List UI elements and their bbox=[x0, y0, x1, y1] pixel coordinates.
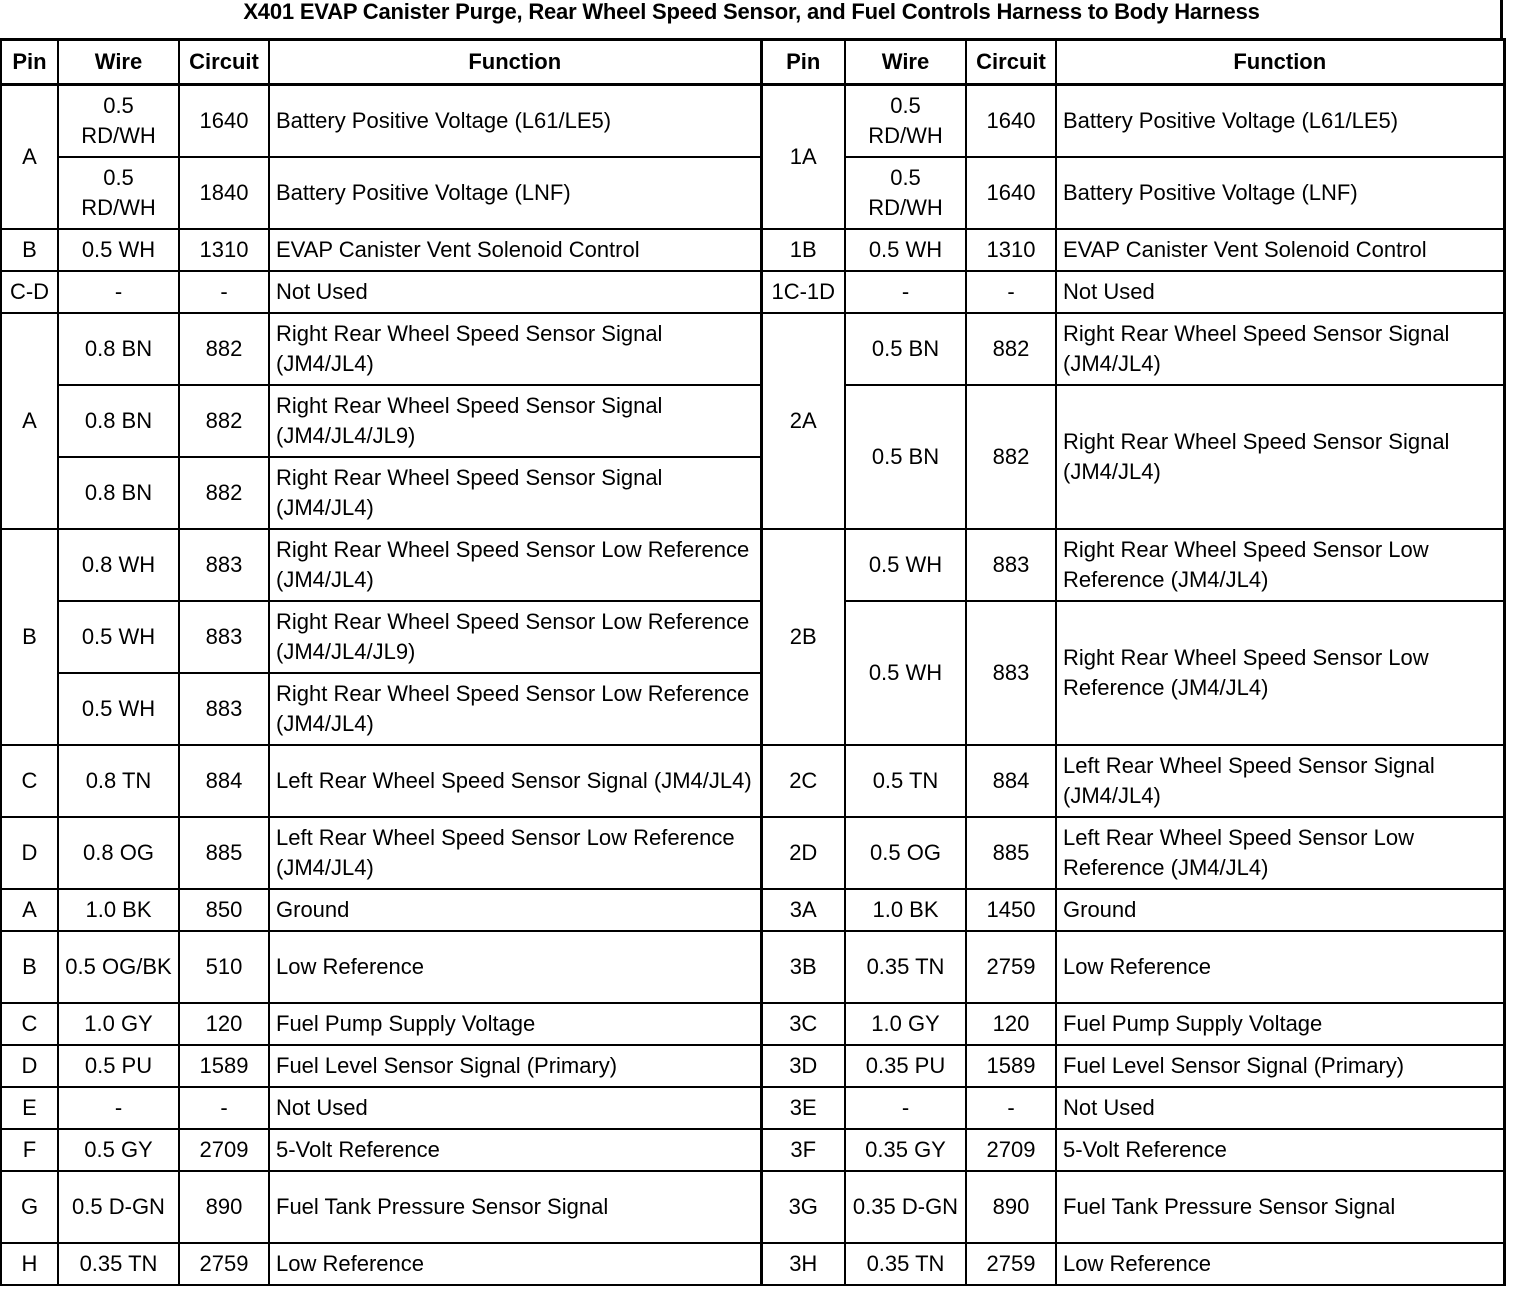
function-cell: EVAP Canister Vent Solenoid Control bbox=[269, 229, 761, 271]
pin-cell: D bbox=[1, 1045, 58, 1087]
header-wire: Wire bbox=[58, 40, 179, 85]
pin-cell-2: 3F bbox=[761, 1129, 845, 1171]
circuit-cell-2: 882 bbox=[966, 385, 1056, 529]
table-row bbox=[1, 1171, 1504, 1243]
circuit-cell: 885 bbox=[179, 817, 269, 889]
circuit-cell-2: 2709 bbox=[966, 1129, 1056, 1171]
wire-cell: 0.8 BN bbox=[58, 457, 179, 529]
wire-cell-2: 0.35 TN bbox=[845, 931, 966, 1003]
circuit-cell: 883 bbox=[179, 529, 269, 601]
table-row bbox=[1, 1087, 1504, 1129]
pin-cell: E bbox=[1, 1087, 58, 1129]
pin-cell: G bbox=[1, 1171, 58, 1243]
function-cell-2: Low Reference bbox=[1056, 931, 1504, 1003]
table-row bbox=[1, 1243, 1504, 1285]
pin-cell: A bbox=[1, 85, 58, 230]
table-row bbox=[1, 1045, 1504, 1087]
function-cell: Right Rear Wheel Speed Sensor Signal (JM4/JL4/JL9) bbox=[269, 385, 761, 457]
pin-cell: B bbox=[1, 931, 58, 1003]
wire-cell: 0.5 RD/WH bbox=[58, 157, 179, 229]
wire-cell: 0.5 WH bbox=[58, 601, 179, 673]
circuit-cell-2: 1450 bbox=[966, 889, 1056, 931]
pin-cell: H bbox=[1, 1243, 58, 1285]
wire-cell-2: 0.5 WH bbox=[845, 229, 966, 271]
function-cell: Battery Positive Voltage (L61/LE5) bbox=[269, 85, 761, 158]
circuit-cell: 882 bbox=[179, 385, 269, 457]
wire-cell-2: 0.5 RD/WH bbox=[845, 85, 966, 158]
circuit-cell-2: 2759 bbox=[966, 1243, 1056, 1285]
function-cell-2: 5-Volt Reference bbox=[1056, 1129, 1504, 1171]
wire-cell-2: 1.0 GY bbox=[845, 1003, 966, 1045]
circuit-cell-2: 883 bbox=[966, 529, 1056, 601]
pin-cell-2: 3B bbox=[761, 931, 845, 1003]
function-cell: Not Used bbox=[269, 271, 761, 313]
circuit-cell: 882 bbox=[179, 457, 269, 529]
table-row bbox=[1, 745, 1504, 817]
wire-cell-2: 0.5 RD/WH bbox=[845, 157, 966, 229]
wire-cell-2: 0.35 PU bbox=[845, 1045, 966, 1087]
pin-cell-2: 3A bbox=[761, 889, 845, 931]
pin-cell-2: 2B bbox=[761, 529, 845, 745]
pin-cell-2: 3E bbox=[761, 1087, 845, 1129]
wire-cell-2: 0.5 OG bbox=[845, 817, 966, 889]
wire-cell: 0.8 BN bbox=[58, 385, 179, 457]
circuit-cell-2: 885 bbox=[966, 817, 1056, 889]
wire-cell: 0.8 TN bbox=[58, 745, 179, 817]
table-row bbox=[1, 1129, 1504, 1171]
circuit-cell-2: 882 bbox=[966, 313, 1056, 385]
frame-border bbox=[1500, 0, 1503, 40]
wire-cell-2: 0.35 TN bbox=[845, 1243, 966, 1285]
circuit-cell-2: - bbox=[966, 271, 1056, 313]
pin-cell: B bbox=[1, 229, 58, 271]
function-cell: Battery Positive Voltage (LNF) bbox=[269, 157, 761, 229]
circuit-cell: 882 bbox=[179, 313, 269, 385]
function-cell-2: Right Rear Wheel Speed Sensor Low Reference (JM4/JL4) bbox=[1056, 529, 1504, 601]
pin-cell: C bbox=[1, 1003, 58, 1045]
function-cell-2: Battery Positive Voltage (LNF) bbox=[1056, 157, 1504, 229]
function-cell-2: Not Used bbox=[1056, 1087, 1504, 1129]
circuit-cell-2: 120 bbox=[966, 1003, 1056, 1045]
pin-cell: F bbox=[1, 1129, 58, 1171]
circuit-cell-2: 1640 bbox=[966, 157, 1056, 229]
wire-cell: 0.5 PU bbox=[58, 1045, 179, 1087]
circuit-cell: 883 bbox=[179, 601, 269, 673]
function-cell-2: Right Rear Wheel Speed Sensor Low Reference (JM4/JL4) bbox=[1056, 601, 1504, 745]
circuit-cell: 1589 bbox=[179, 1045, 269, 1087]
pin-cell-2: 3H bbox=[761, 1243, 845, 1285]
wire-cell-2: - bbox=[845, 271, 966, 313]
table-row bbox=[1, 157, 1504, 229]
table-row bbox=[1, 529, 1504, 601]
function-cell: Left Rear Wheel Speed Sensor Low Reference (JM4/JL4) bbox=[269, 817, 761, 889]
function-cell: Left Rear Wheel Speed Sensor Signal (JM4/JL4) bbox=[269, 745, 761, 817]
function-cell: Fuel Level Sensor Signal (Primary) bbox=[269, 1045, 761, 1087]
circuit-cell: 884 bbox=[179, 745, 269, 817]
pin-cell: C-D bbox=[1, 271, 58, 313]
circuit-cell-2: 884 bbox=[966, 745, 1056, 817]
circuit-cell: 850 bbox=[179, 889, 269, 931]
circuit-cell-2: 890 bbox=[966, 1171, 1056, 1243]
pin-cell-2: 3C bbox=[761, 1003, 845, 1045]
circuit-cell: 2709 bbox=[179, 1129, 269, 1171]
pin-cell: C bbox=[1, 745, 58, 817]
circuit-cell: 120 bbox=[179, 1003, 269, 1045]
pin-cell-2: 2D bbox=[761, 817, 845, 889]
wire-cell: - bbox=[58, 271, 179, 313]
table-row bbox=[1, 931, 1504, 1003]
wire-cell-2: 1.0 BK bbox=[845, 889, 966, 931]
function-cell-2: Fuel Level Sensor Signal (Primary) bbox=[1056, 1045, 1504, 1087]
function-cell-2: Ground bbox=[1056, 889, 1504, 931]
circuit-cell: 1840 bbox=[179, 157, 269, 229]
circuit-cell-2: 1589 bbox=[966, 1045, 1056, 1087]
header-circuit: Circuit bbox=[179, 40, 269, 85]
function-cell-2: Right Rear Wheel Speed Sensor Signal (JM4/JL4) bbox=[1056, 313, 1504, 385]
function-cell-2: Not Used bbox=[1056, 271, 1504, 313]
wire-cell-2: 0.5 BN bbox=[845, 313, 966, 385]
circuit-cell: - bbox=[179, 1087, 269, 1129]
circuit-cell: 2759 bbox=[179, 1243, 269, 1285]
table-row bbox=[1, 385, 1504, 457]
wire-cell: 0.5 GY bbox=[58, 1129, 179, 1171]
header-wire-2: Wire bbox=[845, 40, 966, 85]
wire-cell: 0.5 RD/WH bbox=[58, 85, 179, 158]
function-cell-2: Fuel Pump Supply Voltage bbox=[1056, 1003, 1504, 1045]
function-cell: Fuel Pump Supply Voltage bbox=[269, 1003, 761, 1045]
wire-cell: 0.5 OG/BK bbox=[58, 931, 179, 1003]
pin-cell: B bbox=[1, 529, 58, 745]
header-pin-2: Pin bbox=[761, 40, 845, 85]
pin-cell-2: 1B bbox=[761, 229, 845, 271]
table-row bbox=[1, 817, 1504, 889]
function-cell: Right Rear Wheel Speed Sensor Low Reference (JM4/JL4) bbox=[269, 529, 761, 601]
function-cell: Low Reference bbox=[269, 1243, 761, 1285]
wire-cell-2: 0.35 D-GN bbox=[845, 1171, 966, 1243]
circuit-cell-2: 2759 bbox=[966, 931, 1056, 1003]
connector-table bbox=[0, 38, 1506, 1286]
pin-cell: A bbox=[1, 313, 58, 529]
wire-cell: 0.8 WH bbox=[58, 529, 179, 601]
wire-cell-2: 0.35 GY bbox=[845, 1129, 966, 1171]
wire-cell-2: 0.5 BN bbox=[845, 385, 966, 529]
wire-cell: 1.0 GY bbox=[58, 1003, 179, 1045]
function-cell-2: Battery Positive Voltage (L61/LE5) bbox=[1056, 85, 1504, 158]
wire-cell-2: 0.5 WH bbox=[845, 529, 966, 601]
wire-cell: 0.8 OG bbox=[58, 817, 179, 889]
circuit-cell: - bbox=[179, 271, 269, 313]
wire-cell: 0.35 TN bbox=[58, 1243, 179, 1285]
wire-cell: 0.8 BN bbox=[58, 313, 179, 385]
wire-cell: 0.5 WH bbox=[58, 673, 179, 745]
circuit-cell-2: 1310 bbox=[966, 229, 1056, 271]
function-cell-2: Left Rear Wheel Speed Sensor Signal (JM4/JL4) bbox=[1056, 745, 1504, 817]
circuit-cell: 883 bbox=[179, 673, 269, 745]
pin-cell-2: 2C bbox=[761, 745, 845, 817]
header-function: Function bbox=[269, 40, 761, 85]
function-cell: Right Rear Wheel Speed Sensor Signal (JM4/JL4) bbox=[269, 457, 761, 529]
function-cell-2: Low Reference bbox=[1056, 1243, 1504, 1285]
function-cell-2: Right Rear Wheel Speed Sensor Signal (JM4/JL4) bbox=[1056, 385, 1504, 529]
pin-cell-2: 1A bbox=[761, 85, 845, 230]
pin-cell: D bbox=[1, 817, 58, 889]
wire-cell-2: 0.5 TN bbox=[845, 745, 966, 817]
wire-cell-2: 0.5 WH bbox=[845, 601, 966, 745]
wire-cell: 0.5 D-GN bbox=[58, 1171, 179, 1243]
function-cell: Not Used bbox=[269, 1087, 761, 1129]
wire-cell-2: - bbox=[845, 1087, 966, 1129]
function-cell: Right Rear Wheel Speed Sensor Low Reference (JM4/JL4/JL9) bbox=[269, 601, 761, 673]
function-cell: Low Reference bbox=[269, 931, 761, 1003]
circuit-cell: 1640 bbox=[179, 85, 269, 158]
pin-cell-2: 3D bbox=[761, 1045, 845, 1087]
function-cell: Right Rear Wheel Speed Sensor Low Reference (JM4/JL4) bbox=[269, 673, 761, 745]
circuit-cell-2: 883 bbox=[966, 601, 1056, 745]
table-row bbox=[1, 889, 1504, 931]
function-cell: Right Rear Wheel Speed Sensor Signal (JM4/JL4) bbox=[269, 313, 761, 385]
circuit-cell: 1310 bbox=[179, 229, 269, 271]
pin-cell-2: 3G bbox=[761, 1171, 845, 1243]
header-circuit-2: Circuit bbox=[966, 40, 1056, 85]
table-row bbox=[1, 229, 1504, 271]
table-row bbox=[1, 313, 1504, 385]
wire-cell: 0.5 WH bbox=[58, 229, 179, 271]
pin-cell-2: 1C-1D bbox=[761, 271, 845, 313]
circuit-cell-2: - bbox=[966, 1087, 1056, 1129]
function-cell-2: Left Rear Wheel Speed Sensor Low Reference (JM4/JL4) bbox=[1056, 817, 1504, 889]
function-cell: Ground bbox=[269, 889, 761, 931]
table-row bbox=[1, 601, 1504, 673]
function-cell-2: EVAP Canister Vent Solenoid Control bbox=[1056, 229, 1504, 271]
table-row bbox=[1, 85, 1504, 158]
circuit-cell: 890 bbox=[179, 1171, 269, 1243]
circuit-cell: 510 bbox=[179, 931, 269, 1003]
wire-cell: - bbox=[58, 1087, 179, 1129]
table-row bbox=[1, 1003, 1504, 1045]
function-cell: Fuel Tank Pressure Sensor Signal bbox=[269, 1171, 761, 1243]
wire-cell: 1.0 BK bbox=[58, 889, 179, 931]
function-cell-2: Fuel Tank Pressure Sensor Signal bbox=[1056, 1171, 1504, 1243]
header-function-2: Function bbox=[1056, 40, 1504, 85]
pin-cell-2: 2A bbox=[761, 313, 845, 529]
circuit-cell-2: 1640 bbox=[966, 85, 1056, 158]
function-cell: 5-Volt Reference bbox=[269, 1129, 761, 1171]
pin-cell: A bbox=[1, 889, 58, 931]
document-title: X401 EVAP Canister Purge, Rear Wheel Speed Sensor, and Fuel Controls Harness to Body Harness bbox=[243, 0, 1260, 24]
header-pin: Pin bbox=[1, 40, 58, 85]
header-row bbox=[1, 40, 1504, 85]
table-row bbox=[1, 271, 1504, 313]
